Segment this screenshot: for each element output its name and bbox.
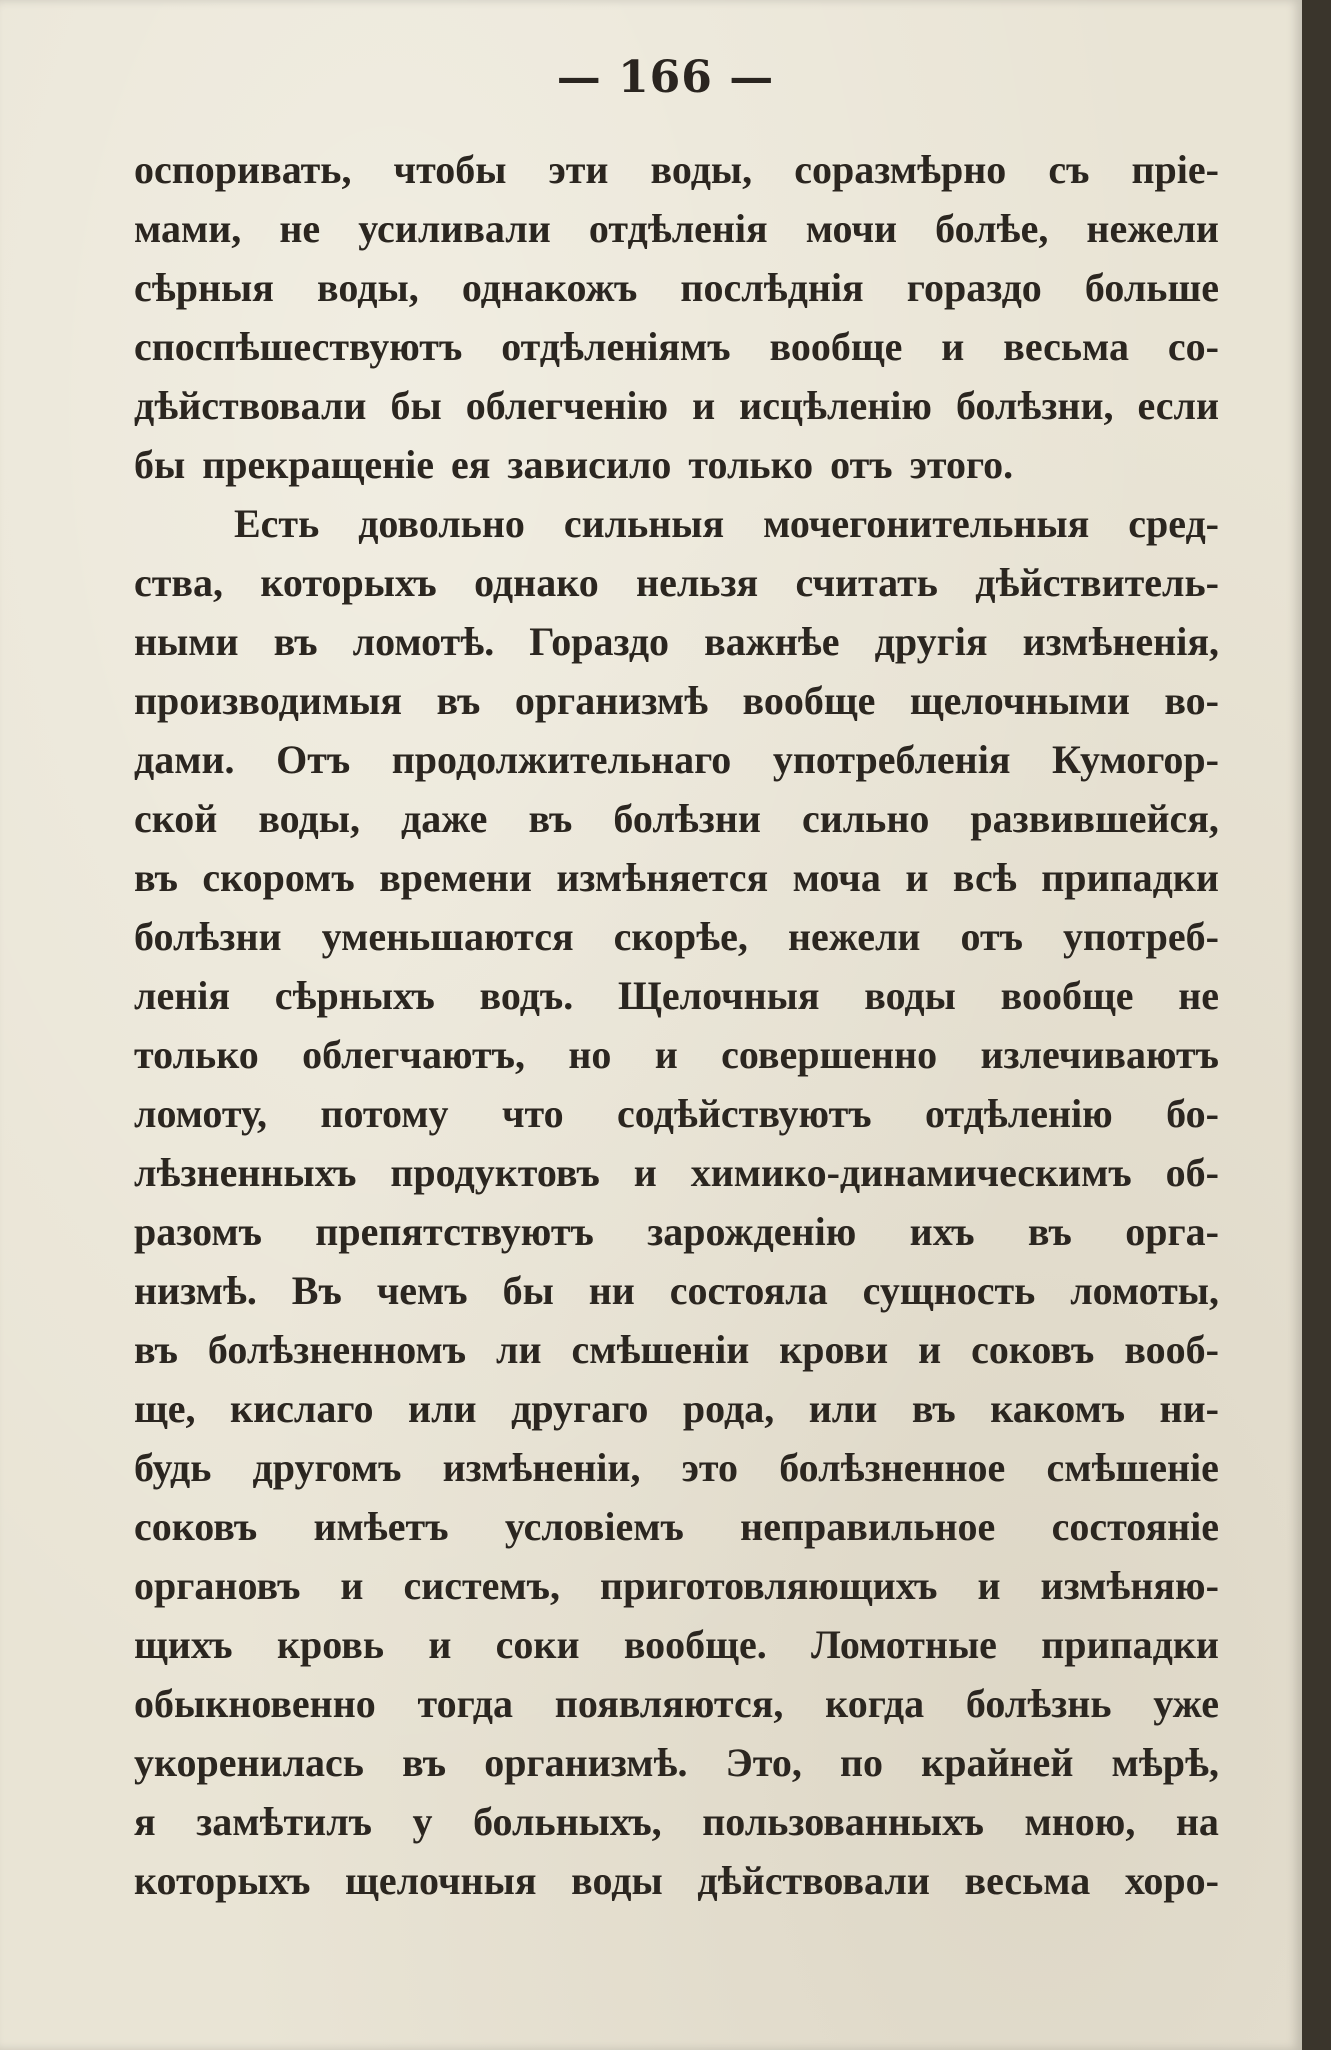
text-word: смѣшеніи (571, 1327, 750, 1372)
text-word: облегченію (465, 383, 669, 428)
text-word: въ (436, 678, 481, 723)
text-word: химико-динамическимъ (690, 1150, 1132, 1195)
text-word: воды (571, 1858, 663, 1903)
text-word: больше (1084, 265, 1219, 310)
text-word: даже (400, 796, 488, 841)
text-word: мочи (805, 206, 898, 251)
text-word: съ (1048, 147, 1090, 192)
text-word: сущность (862, 1268, 1036, 1313)
text-word: ской (134, 796, 218, 841)
text-word: кислаго (230, 1386, 374, 1431)
text-word: воды, (650, 147, 753, 192)
text-word: условіемъ (504, 1504, 684, 1549)
text-word: дами. (134, 737, 235, 782)
text-word: уменьшаются (321, 914, 574, 959)
text-word: прекращеніе (202, 442, 435, 487)
text-word: моча (792, 855, 881, 900)
text-word: это (681, 1445, 739, 1490)
text-word: низмѣ. (134, 1268, 257, 1313)
text-word: больныхъ, (473, 1799, 662, 1844)
text-word: эти (548, 147, 609, 192)
text-word: приготовляющихъ (600, 1563, 938, 1608)
text-word: разомъ (134, 1209, 262, 1254)
text-line (134, 1556, 1219, 1615)
text-word: нежели (1086, 206, 1219, 251)
text-word: болѣе, (935, 206, 1049, 251)
text-word: довольно (358, 501, 525, 546)
text-word: замѣтилъ (196, 1799, 372, 1844)
text-word: однако (474, 560, 599, 605)
text-word: дѣйствовали (134, 383, 367, 428)
text-word: рода, (682, 1386, 775, 1431)
text-word: припадки (1041, 1622, 1219, 1667)
text-word: ломотѣ. (352, 619, 495, 664)
text-word: усиливали (358, 206, 551, 251)
text-line (134, 1615, 1219, 1674)
text-word: только (134, 1032, 259, 1077)
text-word: измѣненіи, (442, 1445, 641, 1490)
page-number: — 166 — (556, 52, 775, 103)
text-word: по (839, 1740, 884, 1785)
text-word: ленія (134, 973, 230, 1018)
text-word: употреб- (1063, 914, 1219, 959)
text-word: болѣзненное (779, 1445, 1006, 1490)
text-word: пріе- (1131, 147, 1219, 192)
text-word: Гораздо (529, 619, 670, 664)
text-word: вооб- (1124, 1327, 1219, 1372)
text-word: какомъ (990, 1386, 1126, 1431)
text-word: которыхъ (260, 560, 437, 605)
text-word: ломоту, (134, 1091, 267, 1136)
text-word: послѣднія (680, 265, 864, 310)
text-word: дѣйствовали (697, 1858, 930, 1903)
text-line (134, 671, 1219, 730)
text-word: исцѣленію (739, 383, 932, 428)
text-line (134, 494, 1219, 553)
text-word: и (654, 1032, 678, 1077)
text-word: кровь (276, 1622, 384, 1667)
text-word: продолжительнаго (391, 737, 732, 782)
text-word: чтобы (393, 147, 507, 192)
text-word: во- (1164, 678, 1219, 723)
text-word: отдѣленіямъ (501, 324, 731, 369)
text-line (134, 553, 1219, 612)
text-word: но (568, 1032, 612, 1077)
text-word: и (692, 383, 716, 428)
text-word: щелочными (909, 678, 1130, 723)
text-word: Ломотные (811, 1622, 997, 1667)
text-word: соки (495, 1622, 580, 1667)
text-word: облегчаютъ, (302, 1032, 525, 1077)
text-word: ства, (134, 560, 224, 605)
text-word: развившейся, (970, 796, 1219, 841)
text-word: ными (134, 619, 239, 664)
text-word: отъ (960, 914, 1023, 959)
text-word: воды (864, 973, 956, 1018)
text-word: споспѣшествуютъ (134, 324, 463, 369)
text-word: вообще (769, 324, 903, 369)
text-word: весьма (1003, 324, 1129, 369)
text-word: дѣйствитель- (975, 560, 1219, 605)
text-line (134, 1084, 1219, 1143)
text-word: уже (1153, 1681, 1219, 1726)
text-line (134, 258, 1219, 317)
text-line (134, 1379, 1219, 1438)
text-word: ломоты, (1070, 1268, 1219, 1313)
text-word: и (633, 1150, 657, 1195)
text-word: отдѣленію (924, 1091, 1113, 1136)
text-word: и (977, 1563, 1001, 1608)
text-word: крови (779, 1327, 889, 1372)
text-word: что (501, 1091, 564, 1136)
text-word: другаго (511, 1386, 649, 1431)
text-word: весьма (964, 1858, 1091, 1903)
text-word: оспоривать, (134, 147, 352, 192)
text-word: со- (1167, 324, 1219, 369)
text-line (134, 730, 1219, 789)
text-word: измѣняю- (1040, 1563, 1219, 1608)
text-line (134, 317, 1219, 376)
text-word: бы (134, 442, 186, 487)
text-word: содѣйствуютъ (617, 1091, 872, 1136)
text-word: времени (379, 855, 532, 900)
text-word: щелочныя (345, 1858, 537, 1903)
text-word: появляются, (554, 1681, 784, 1726)
text-word: ще, (134, 1386, 196, 1431)
text-word: совершенно (721, 1032, 938, 1077)
text-word: всѣ (952, 855, 1017, 900)
text-word: въ (528, 796, 573, 841)
text-word: смѣшеніе (1046, 1445, 1219, 1490)
text-line (134, 1025, 1219, 1084)
text-word: нежели (787, 914, 921, 959)
text-word: въ (911, 1386, 956, 1431)
text-word: въ (273, 619, 318, 664)
text-word: органовъ (134, 1563, 301, 1608)
text-word: организмѣ. (484, 1740, 688, 1785)
text-word: скорѣе, (613, 914, 748, 959)
text-word: обыкновенно (134, 1681, 376, 1726)
text-word: неправильное (740, 1504, 996, 1549)
text-word: ни (588, 1268, 635, 1313)
text-word: я (134, 1799, 156, 1844)
text-word: когда (825, 1681, 925, 1726)
text-word: орга- (1125, 1209, 1219, 1254)
text-word: и (905, 855, 929, 900)
text-line (134, 1320, 1219, 1379)
text-word: которыхъ (134, 1858, 311, 1903)
text-line (134, 789, 1219, 848)
text-word: припадки (1041, 855, 1219, 900)
text-line (134, 435, 1219, 494)
text-word: вообще. (623, 1622, 767, 1667)
text-word: и (918, 1327, 942, 1372)
text-word: потому (320, 1091, 449, 1136)
text-line (134, 966, 1219, 1025)
text-word: пользованныхъ (702, 1799, 984, 1844)
text-word: сред- (1128, 501, 1219, 546)
text-line (134, 848, 1219, 907)
text-word: въ (134, 1327, 178, 1372)
text-word: и (428, 1622, 452, 1667)
text-word: считать (795, 560, 938, 605)
text-line (134, 1497, 1219, 1556)
text-word: продуктовъ (390, 1150, 600, 1195)
text-word: состояніе (1051, 1504, 1219, 1549)
text-word: на (1175, 1799, 1219, 1844)
text-word: тогда (417, 1681, 514, 1726)
text-word: и (941, 324, 965, 369)
text-word: сильныя (563, 501, 725, 546)
text-word: въ (134, 855, 178, 900)
text-word: измѣняется (556, 855, 769, 900)
text-word: организмѣ (514, 678, 709, 723)
text-word: бы (502, 1268, 554, 1313)
text-line (134, 1202, 1219, 1261)
text-word: укоренилась (134, 1740, 364, 1785)
text-word: зависило (507, 442, 672, 487)
text-word: соковъ (134, 1504, 258, 1549)
text-word: болѣзни (134, 914, 282, 959)
text-word: только (688, 442, 814, 487)
text-word: важнѣе (704, 619, 840, 664)
text-word: болѣзни, (955, 383, 1114, 428)
text-word: щихъ (134, 1622, 233, 1667)
text-line (134, 376, 1219, 435)
text-word: Въ (291, 1268, 342, 1313)
text-word: сѣрныхъ (274, 973, 435, 1018)
text-word: отъ (830, 442, 893, 487)
text-word: вообще (1000, 973, 1134, 1018)
text-line (134, 1143, 1219, 1202)
text-word: хоро- (1124, 1858, 1219, 1903)
text-word: ли (496, 1327, 542, 1372)
text-line (134, 140, 1219, 199)
text-word: соковъ (971, 1327, 1095, 1372)
text-word: Щелочныя (617, 973, 820, 1018)
text-word: этого. (909, 442, 1014, 487)
text-word: болѣзненномъ (207, 1327, 467, 1372)
text-word: мѣрѣ, (1111, 1740, 1219, 1785)
text-line (134, 1674, 1219, 1733)
text-word: Это, (725, 1740, 802, 1785)
text-word: зарожденію (647, 1209, 857, 1254)
text-word: Кумогор- (1052, 737, 1219, 782)
text-line (134, 907, 1219, 966)
text-word: мною, (1024, 1799, 1136, 1844)
text-line (134, 1438, 1219, 1497)
text-word: или (808, 1386, 878, 1431)
text-word: ихъ (909, 1209, 975, 1254)
text-word: сѣрныя (134, 265, 274, 310)
text-word: соразмѣрно (794, 147, 1007, 192)
text-line (134, 199, 1219, 258)
text-word: сильно (801, 796, 930, 841)
text-word: бы (390, 383, 442, 428)
text-word: будь (134, 1445, 212, 1490)
text-line (134, 1733, 1219, 1792)
text-line (134, 1792, 1219, 1851)
text-line (134, 612, 1219, 671)
text-word: болѣзни (613, 796, 761, 841)
text-word: ни- (1159, 1386, 1219, 1431)
text-word: крайней (921, 1740, 1074, 1785)
text-word: препятствуютъ (315, 1209, 594, 1254)
text-word: воды, (317, 265, 419, 310)
text-word: производимыя (134, 678, 402, 723)
text-word: скоромъ (202, 855, 355, 900)
text-word: въ (1027, 1209, 1072, 1254)
text-word: употребленія (772, 737, 1011, 782)
text-word: мочегонительныя (763, 501, 1090, 546)
text-word: мами, (134, 206, 242, 251)
text-word: водъ. (479, 973, 574, 1018)
text-word: и (340, 1563, 364, 1608)
text-word: не (279, 206, 321, 251)
text-word: Отъ (276, 737, 351, 782)
text-word: другомъ (252, 1445, 402, 1490)
text-word: однакожъ (461, 265, 638, 310)
text-word: воды, (258, 796, 360, 841)
text-word: системъ, (403, 1563, 560, 1608)
text-word: имѣетъ (313, 1504, 449, 1549)
text-word: об- (1165, 1150, 1219, 1195)
text-word: или (408, 1386, 477, 1431)
text-word: у (412, 1799, 433, 1844)
text-word: отдѣленія (588, 206, 768, 251)
text-word: лѣзненныхъ (134, 1150, 357, 1195)
text-word: другія (874, 619, 988, 664)
body-text (134, 140, 1219, 1910)
text-word: гораздо (906, 265, 1042, 310)
text-word: нельзя (636, 560, 759, 605)
text-word: ея (451, 442, 491, 487)
text-word: состояла (669, 1268, 828, 1313)
text-word: чемъ (376, 1268, 468, 1313)
text-word: не (1178, 973, 1219, 1018)
text-word: измѣненія, (1022, 619, 1219, 664)
text-word: въ (402, 1740, 447, 1785)
text-word: если (1137, 383, 1219, 428)
text-word: бо- (1166, 1091, 1219, 1136)
text-line (134, 1261, 1219, 1320)
text-word: Есть (234, 501, 320, 546)
text-word: излечиваютъ (980, 1032, 1219, 1077)
text-word: вообще (742, 678, 876, 723)
text-line (134, 1851, 1219, 1910)
text-word: болѣзнь (965, 1681, 1112, 1726)
